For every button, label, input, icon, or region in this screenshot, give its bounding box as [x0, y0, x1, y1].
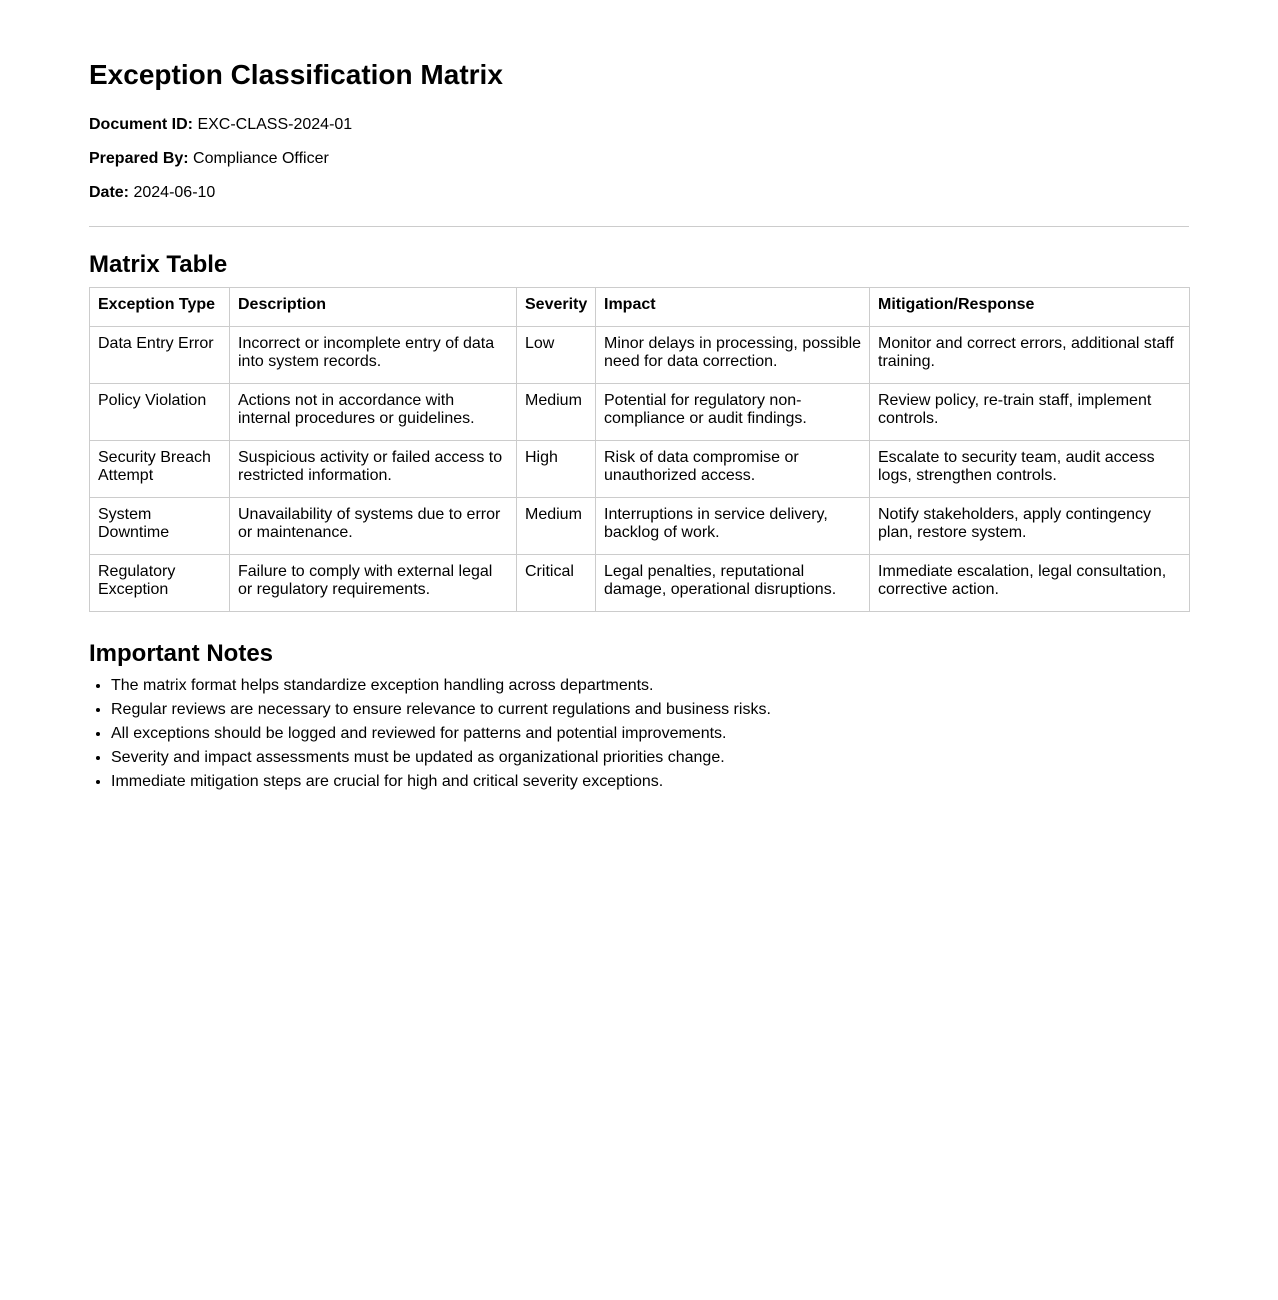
table-row: [90, 555, 1190, 612]
date-label: Date:: [89, 184, 130, 201]
column-header-description: Description: [230, 288, 517, 327]
cell-description: Incorrect or incomplete entry of data into system records.: [230, 327, 517, 384]
cell-impact: Risk of data compromise or unauthorized access.: [596, 441, 870, 498]
cell-severity: Critical: [517, 555, 596, 612]
cell-description: Suspicious activity or failed access to restricted information.: [230, 441, 517, 498]
table-row: [90, 384, 1190, 441]
cell-severity: Medium: [517, 498, 596, 555]
document-id-value: EXC-CLASS-2024-01: [197, 116, 353, 133]
list-item: • All exceptions should be logged and reviewed for patterns and potential improvements.: [111, 722, 771, 746]
column-header-impact: Impact: [596, 288, 870, 327]
section-divider: [89, 226, 1189, 227]
cell-exception-type: Data Entry Error: [90, 327, 230, 384]
column-header-exception-type: Exception Type: [90, 288, 230, 327]
list-item: • Severity and impact assessments must be updated as organizational priorities change.: [111, 746, 771, 770]
cell-exception-type: Policy Violation: [90, 384, 230, 441]
cell-impact: Potential for regulatory non-compliance or audit findings.: [596, 384, 870, 441]
table-row: [90, 441, 1190, 498]
cell-mitigation: Immediate escalation, legal consultation, corrective action.: [870, 555, 1190, 612]
prepared-by-value: Compliance Officer: [193, 150, 329, 167]
cell-severity: High: [517, 441, 596, 498]
cell-mitigation: Review policy, re-train staff, implement controls.: [870, 384, 1190, 441]
date-value: 2024-06-10: [133, 184, 216, 201]
prepared-by-line: [89, 149, 329, 169]
document-id-line: [89, 115, 352, 135]
cell-impact: Interruptions in service delivery, backlog of work.: [596, 498, 870, 555]
document-id-label: Document ID:: [89, 116, 193, 133]
page-title: Exception Classification Matrix: [89, 59, 503, 90]
list-item: • Immediate mitigation steps are crucial for high and critical severity exceptions.: [111, 770, 771, 794]
list-item: • The matrix format helps standardize exception handling across departments.: [111, 674, 771, 698]
cell-exception-type: Security Breach Attempt: [90, 441, 230, 498]
cell-exception-type: System Downtime: [90, 498, 230, 555]
cell-mitigation: Notify stakeholders, apply contingency plan, restore system.: [870, 498, 1190, 555]
matrix-table-heading: Matrix Table: [89, 251, 228, 278]
cell-description: Failure to comply with external legal or regulatory requirements.: [230, 555, 517, 612]
cell-severity: Medium: [517, 384, 596, 441]
list-item: • Regular reviews are necessary to ensure relevance to current regulations and business risks.: [111, 698, 771, 722]
table-row: [90, 327, 1190, 384]
cell-mitigation: Escalate to security team, audit access logs, strengthen controls.: [870, 441, 1190, 498]
table-row: [90, 498, 1190, 555]
cell-description: Actions not in accordance with internal procedures or guidelines.: [230, 384, 517, 441]
exception-matrix-table: [89, 287, 1190, 612]
cell-severity: Low: [517, 327, 596, 384]
date-line: [89, 183, 215, 203]
table-header-row: [90, 288, 1190, 327]
cell-description: Unavailability of systems due to error or maintenance.: [230, 498, 517, 555]
cell-mitigation: Monitor and correct errors, additional staff training.: [870, 327, 1190, 384]
important-notes-heading: Important Notes: [89, 640, 274, 667]
column-header-mitigation: Mitigation/Response: [870, 288, 1190, 327]
cell-impact: Minor delays in processing, possible need for data correction.: [596, 327, 870, 384]
column-header-severity: Severity: [517, 288, 596, 327]
prepared-by-label: Prepared By:: [89, 150, 189, 167]
cell-impact: Legal penalties, reputational damage, operational disruptions.: [596, 555, 870, 612]
important-notes-list: [89, 674, 771, 794]
cell-exception-type: Regulatory Exception: [90, 555, 230, 612]
